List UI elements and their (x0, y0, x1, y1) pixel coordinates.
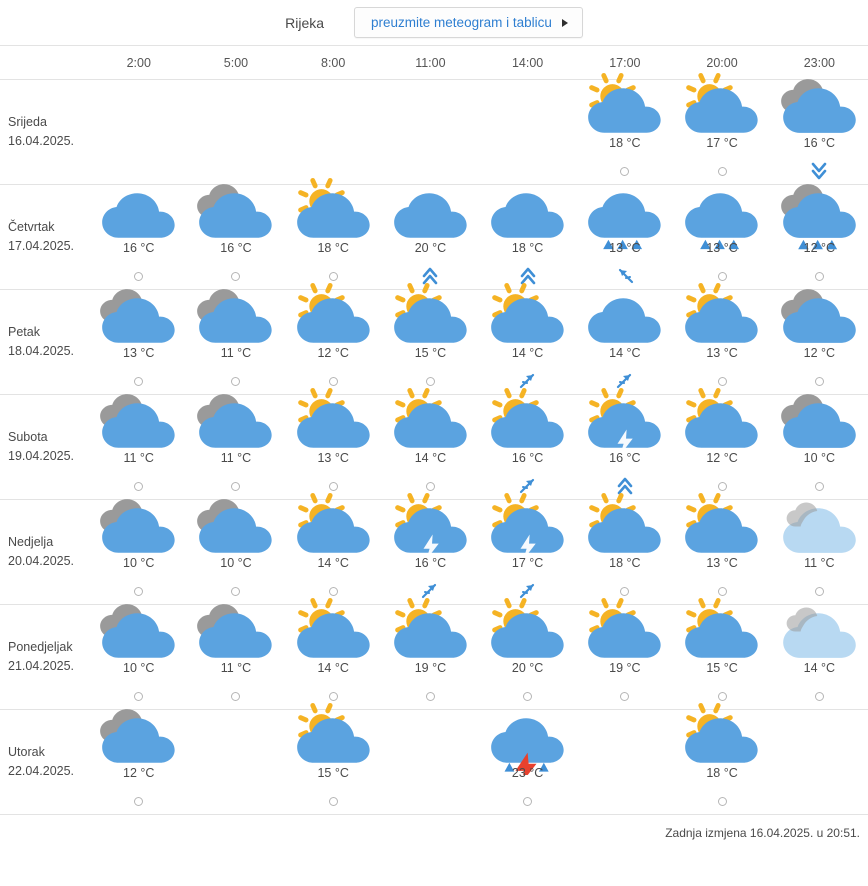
forecast-cell (479, 80, 576, 185)
temperature-value: 20 °C (414, 241, 447, 255)
page-header (0, 0, 868, 46)
temperature-value: 12 °C (803, 346, 836, 360)
wind-calm-icon (134, 377, 143, 386)
temperature-value: 16 °C (803, 136, 836, 150)
weather-icon-slot (479, 722, 576, 758)
temperature-value: 14 °C (317, 661, 349, 675)
wind-calm-icon (718, 797, 727, 806)
wind-calm-icon (231, 482, 240, 491)
wind-calm-icon (718, 377, 727, 386)
day-cell (0, 710, 90, 815)
forecast-day-row (0, 395, 868, 500)
temperature-value: 13 °C (706, 346, 738, 360)
wind-calm-icon (231, 587, 240, 596)
forecast-cell (382, 395, 479, 500)
forecast-cell (576, 395, 673, 500)
temperature-value: 12 °C (317, 346, 349, 360)
temperature-value: 14 °C (609, 346, 641, 360)
weather-icon-slot (187, 197, 284, 233)
wind-calm-icon (426, 482, 435, 491)
weather-icon-slot (285, 512, 382, 548)
play-triangle-icon (562, 19, 568, 27)
wind-calm-icon (329, 377, 338, 386)
day-date: 19.04.2025. (8, 449, 75, 463)
wind-calm-icon (718, 482, 727, 491)
weather-icon-slot (673, 407, 770, 443)
weather-icon-slot (187, 407, 284, 443)
forecast-cell (771, 290, 868, 395)
day-cell (0, 500, 90, 605)
weather-icon-slot (673, 302, 770, 338)
forecast-cell (90, 605, 187, 710)
weather-icon-slot (90, 722, 187, 758)
temperature-value: 13 °C (609, 241, 641, 255)
temperature-value: 11 °C (220, 661, 252, 675)
wind-calm-icon (329, 482, 338, 491)
temperature-value: 10 °C (123, 556, 155, 570)
hour-header: 23:00 (771, 46, 868, 80)
wind-calm-icon (231, 272, 240, 281)
forecast-cell (673, 710, 770, 815)
weather-icon-slot (771, 197, 868, 233)
forecast-cell (187, 185, 284, 290)
city-title: Rijeka (285, 14, 325, 31)
forecast-cell (673, 80, 770, 185)
temperature-value: 11 °C (123, 451, 154, 465)
forecast-cell (90, 500, 187, 605)
wind-slot (134, 788, 143, 814)
wind-calm-icon (134, 692, 143, 701)
day-name: Utorak (8, 745, 45, 760)
forecast-cell (285, 395, 382, 500)
hour-header: 14:00 (479, 46, 576, 80)
temperature-value: 13 °C (317, 451, 349, 465)
temperature-value: 15 °C (317, 766, 349, 780)
day-column-header (0, 46, 90, 80)
forecast-cell (771, 80, 868, 185)
forecast-cell (479, 185, 576, 290)
wind-calm-icon (329, 797, 338, 806)
wind-calm-icon (426, 377, 435, 386)
temperature-value: 16 °C (609, 451, 641, 465)
forecast-cell (382, 290, 479, 395)
hour-header: 20:00 (673, 46, 770, 80)
weather-icon-slot (673, 617, 770, 653)
weather-icon-slot (382, 512, 479, 548)
wind-calm-icon (134, 587, 143, 596)
wind-calm-icon (718, 587, 727, 596)
hour-header: 5:00 (187, 46, 284, 80)
forecast-cell (576, 290, 673, 395)
wind-calm-icon (329, 692, 338, 701)
forecast-cell (187, 395, 284, 500)
forecast-cell (285, 500, 382, 605)
forecast-cell (382, 80, 479, 185)
temperature-value: 17 °C (511, 556, 544, 570)
weather-icon-slot (479, 197, 576, 233)
weather-icon-slot (90, 512, 187, 548)
temperature-value: 18 °C (609, 556, 641, 570)
forecast-day-row (0, 710, 868, 815)
wind-calm-icon (718, 272, 727, 281)
wind-calm-icon (523, 797, 532, 806)
hour-header: 2:00 (90, 46, 187, 80)
forecast-cell (382, 185, 479, 290)
wind-slot (329, 788, 338, 814)
forecast-table-body (0, 80, 868, 815)
hour-header: 8:00 (285, 46, 382, 80)
weather-icon-slot (187, 617, 284, 653)
temperature-value: 10 °C (220, 556, 252, 570)
temperature-value: 14 °C (511, 346, 544, 360)
day-date: 21.04.2025. (8, 659, 75, 673)
hour-header: 11:00 (382, 46, 479, 80)
forecast-cell (673, 395, 770, 500)
temperature-value: 20 °C (511, 661, 544, 675)
weather-icon-slot (285, 197, 382, 233)
temperature-value: 13 °C (706, 556, 738, 570)
weather-icon-slot (576, 407, 673, 443)
weather-icon-slot (479, 407, 576, 443)
wind-calm-icon (620, 587, 629, 596)
temperature-value: 16 °C (414, 556, 447, 570)
temperature-value: 16 °C (511, 451, 544, 465)
temperature-value: 10 °C (123, 661, 155, 675)
day-name: Četvrtak (8, 220, 55, 235)
temperature-value: 19 °C (609, 661, 641, 675)
weather-icon-slot (90, 302, 187, 338)
forecast-cell (576, 185, 673, 290)
day-name: Petak (8, 325, 40, 340)
weather-icon-slot (285, 617, 382, 653)
forecast-cell (187, 605, 284, 710)
weather-icon-slot (771, 92, 868, 128)
day-name: Srijeda (8, 115, 47, 130)
day-cell (0, 395, 90, 500)
temperature-value: 23 °C (511, 766, 544, 780)
weather-icon-slot (576, 617, 673, 653)
weather-icon-slot (576, 197, 673, 233)
wind-calm-icon (815, 482, 824, 491)
forecast-cell (479, 605, 576, 710)
weather-icon-slot (673, 512, 770, 548)
weather-icon-slot (285, 722, 382, 758)
forecast-cell (90, 80, 187, 185)
forecast-cell (771, 605, 868, 710)
forecast-cell (673, 500, 770, 605)
wind-calm-icon (329, 587, 338, 596)
forecast-cell (382, 710, 479, 815)
forecast-day-row (0, 80, 868, 185)
forecast-cell (285, 710, 382, 815)
wind-calm-icon (231, 377, 240, 386)
weather-icon-slot (673, 197, 770, 233)
temperature-value: 12 °C (706, 451, 738, 465)
temperature-value: 13 °C (123, 346, 155, 360)
weather-icon-slot (382, 302, 479, 338)
temperature-value: 12 °C (803, 241, 836, 255)
forecast-day-row (0, 500, 868, 605)
forecast-cell (382, 605, 479, 710)
weather-icon-slot (673, 722, 770, 758)
wind-calm-icon (134, 482, 143, 491)
weather-icon-slot (576, 92, 673, 128)
footer (0, 815, 868, 851)
day-name: Subota (8, 430, 48, 445)
temperature-value: 11 °C (220, 451, 252, 465)
forecast-cell (90, 290, 187, 395)
weather-icon-slot (90, 197, 187, 233)
wind-calm-icon (815, 377, 824, 386)
forecast-cell (479, 710, 576, 815)
temperature-value: 18 °C (706, 766, 738, 780)
day-cell (0, 290, 90, 395)
wind-calm-icon (231, 692, 240, 701)
day-cell (0, 605, 90, 710)
weather-icon-slot (576, 302, 673, 338)
wind-calm-icon (815, 272, 824, 281)
forecast-cell (479, 395, 576, 500)
wind-calm-icon (718, 692, 727, 701)
forecast-day-row (0, 185, 868, 290)
weather-icon-slot (382, 407, 479, 443)
weather-icon-slot (187, 302, 284, 338)
day-name: Nedjelja (8, 535, 54, 550)
temperature-value: 18 °C (511, 241, 544, 255)
wind-calm-icon (815, 587, 824, 596)
forecast-cell (187, 500, 284, 605)
temperature-value: 11 °C (804, 556, 835, 570)
weather-icon-slot (771, 617, 868, 653)
weather-icon-slot (576, 512, 673, 548)
weather-icon-slot (479, 302, 576, 338)
weather-icon-slot (285, 302, 382, 338)
weather-icon-slot (382, 617, 479, 653)
temperature-value: 13 °C (706, 241, 738, 255)
forecast-cell (285, 185, 382, 290)
forecast-cell (576, 710, 673, 815)
temperature-value: 16 °C (123, 241, 155, 255)
forecast-cell (771, 500, 868, 605)
wind-slot (620, 683, 629, 709)
forecast-day-row (0, 290, 868, 395)
temperature-value: 18 °C (609, 136, 641, 150)
forecast-cell (90, 395, 187, 500)
weather-icon-slot (771, 407, 868, 443)
temperature-value: 15 °C (414, 346, 447, 360)
wind-calm-icon (134, 272, 143, 281)
forecast-cell (576, 500, 673, 605)
forecast-cell (90, 710, 187, 815)
temperature-value: 19 °C (414, 661, 447, 675)
weather-icon-slot (479, 512, 576, 548)
temperature-value: 16 °C (220, 241, 252, 255)
download-meteogram-button[interactable] (354, 7, 583, 38)
forecast-cell (771, 710, 868, 815)
weather-icon-slot (673, 92, 770, 128)
temperature-value: 12 °C (123, 766, 155, 780)
wind-calm-icon (718, 167, 727, 176)
wind-calm-icon (426, 692, 435, 701)
temperature-value: 17 °C (706, 136, 738, 150)
weather-icon-slot (771, 302, 868, 338)
wind-calm-icon (620, 692, 629, 701)
day-cell (0, 185, 90, 290)
temperature-value: 14 °C (803, 661, 836, 675)
wind-calm-icon (620, 167, 629, 176)
hour-header: 17:00 (576, 46, 673, 80)
weather-icon-slot (90, 407, 187, 443)
temperature-value: 14 °C (414, 451, 447, 465)
forecast-cell (771, 395, 868, 500)
weather-icon-slot (479, 617, 576, 653)
forecast-cell (771, 185, 868, 290)
day-date: 22.04.2025. (8, 764, 75, 778)
weather-icon-slot (187, 512, 284, 548)
temperature-value: 10 °C (803, 451, 836, 465)
wind-slot (426, 683, 435, 709)
forecast-cell (285, 290, 382, 395)
wind-slot (718, 788, 727, 814)
temperature-value: 14 °C (317, 556, 349, 570)
wind-calm-icon (523, 692, 532, 701)
forecast-cell (479, 290, 576, 395)
weather-icon-slot (285, 407, 382, 443)
forecast-cell (187, 710, 284, 815)
day-name: Ponedjeljak (8, 640, 73, 655)
forecast-cell (673, 185, 770, 290)
forecast-cell (576, 605, 673, 710)
forecast-cell (382, 500, 479, 605)
wind-calm-icon (329, 272, 338, 281)
temperature-value: 15 °C (706, 661, 738, 675)
wind-slot (231, 683, 240, 709)
weather-icon-slot (382, 197, 479, 233)
temperature-value: 11 °C (220, 346, 252, 360)
forecast-cell (90, 185, 187, 290)
day-date: 20.04.2025. (8, 554, 75, 568)
forecast-cell (479, 500, 576, 605)
day-date: 17.04.2025. (8, 239, 75, 253)
weather-icon-slot (90, 617, 187, 653)
forecast-cell (673, 290, 770, 395)
wind-slot (815, 683, 824, 709)
forecast-cell (285, 605, 382, 710)
meteogram-button-label: preuzmite meteogram i tablicu (371, 15, 552, 30)
wind-slot (523, 788, 532, 814)
day-date: 18.04.2025. (8, 344, 75, 358)
forecast-table (0, 46, 868, 815)
wind-calm-icon (815, 692, 824, 701)
temperature-value: 18 °C (317, 241, 349, 255)
forecast-day-row (0, 605, 868, 710)
forecast-cell (187, 80, 284, 185)
day-date: 16.04.2025. (8, 134, 75, 148)
forecast-cell (576, 80, 673, 185)
forecast-cell (187, 290, 284, 395)
last-update-text: Zadnja izmjena 16.04.2025. u 20:51. (665, 826, 860, 840)
forecast-cell (673, 605, 770, 710)
forecast-cell (285, 80, 382, 185)
day-cell (0, 80, 90, 185)
wind-calm-icon (134, 797, 143, 806)
weather-icon-slot (771, 512, 868, 548)
